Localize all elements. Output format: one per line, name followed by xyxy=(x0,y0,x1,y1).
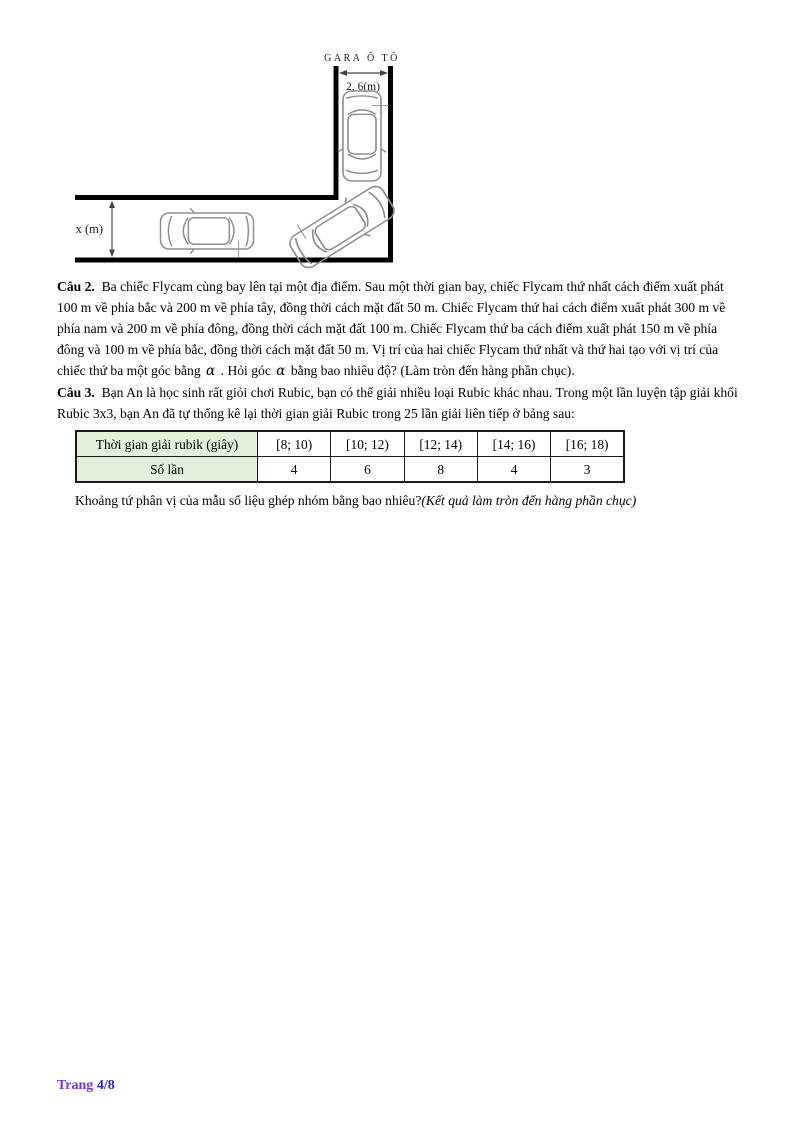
table-value-cell: 8 xyxy=(404,457,477,483)
table-row-header xyxy=(76,431,624,457)
garage-width-label: 2, 6(m) xyxy=(346,81,380,93)
page-footer xyxy=(57,1078,115,1094)
road-width-label: x (m) xyxy=(75,222,103,236)
question-3-ask-text: Khoảng tứ phân vị của mẫu số liệu ghép nhóm bằng bao nhiêu? xyxy=(75,493,422,508)
table-header-cell: [12; 14) xyxy=(404,431,477,457)
question-2-text-2: . Hỏi góc xyxy=(220,363,271,378)
frequency-table xyxy=(75,430,625,483)
table-row-values xyxy=(76,457,624,483)
table-header-label: Thời gian giải rubik (giây) xyxy=(76,431,258,457)
question-3-text: Bạn An là học sinh rất giỏi chơi Rubic, bạn có thể giải nhiều loại Rubic khác nhau. Trong một lần luyện tập giải khối Rubic 3x3, bạn An đã tự thống kê lại thời gian giải Rubic trong 25 lần giải liên tiếp ở bảng sau: xyxy=(57,385,738,421)
alpha-symbol: α xyxy=(276,363,286,379)
question-3 xyxy=(57,382,740,424)
garage-width-arrow xyxy=(339,70,388,76)
table-row-label: Số lần xyxy=(76,457,258,483)
exam-content xyxy=(57,276,740,511)
alpha-symbol: α xyxy=(206,363,216,379)
question-2 xyxy=(57,276,740,382)
table-header-cell: [10; 12) xyxy=(331,431,404,457)
table-value-cell: 4 xyxy=(477,457,550,483)
garage-title: GARA Ô TÔ xyxy=(324,53,400,64)
table-value-cell: 3 xyxy=(551,457,624,483)
car-on-road-icon xyxy=(161,208,254,256)
table-value-cell: 6 xyxy=(331,457,404,483)
table-header-cell: [14; 16) xyxy=(477,431,550,457)
car-in-garage-icon xyxy=(338,91,389,181)
question-3-ask-note: (Kết quả làm tròn đến hàng phần chục) xyxy=(421,493,637,508)
road-width-arrow xyxy=(109,201,115,258)
question-3-label: Câu 3. xyxy=(57,385,95,400)
table-header-cell: [16; 18) xyxy=(551,431,624,457)
garage-diagram xyxy=(0,0,794,272)
page-number: 4/8 xyxy=(96,1078,115,1093)
question-2-text: Ba chiếc Flycam cùng bay lên tại một địa điểm. Sau một thời gian bay, chiếc Flycam thứ nhất cách điểm xuất phát 100 m về phía bắc và 200 m về phía tây, đồng thời cách mặt đất 50 m. Chiếc Flycam thứ hai cách điểm xuất phát 300 m về phía nam và 200 m về phía đông, đồng thời cách mặt đất 100 m. Chiếc Flycam thứ ba cách điểm xuất phát 150 m về phía đông và 100 m về phía bắc, đồng thời cách mặt đất 50 m. Vị trí của hai chiếc Flycam thứ nhất và thứ hai tạo với vị trí của chiếc thứ ba một góc bằng xyxy=(57,279,726,378)
question-2-text-3: bằng bao nhiêu độ? (Làm tròn đến hàng phần chục). xyxy=(290,363,575,378)
table-value-cell: 4 xyxy=(258,457,331,483)
question-3-ask xyxy=(75,490,740,511)
question-2-label: Câu 2. xyxy=(57,279,95,294)
page-footer-label: Trang xyxy=(57,1078,94,1093)
table-header-cell: [8; 10) xyxy=(258,431,331,457)
